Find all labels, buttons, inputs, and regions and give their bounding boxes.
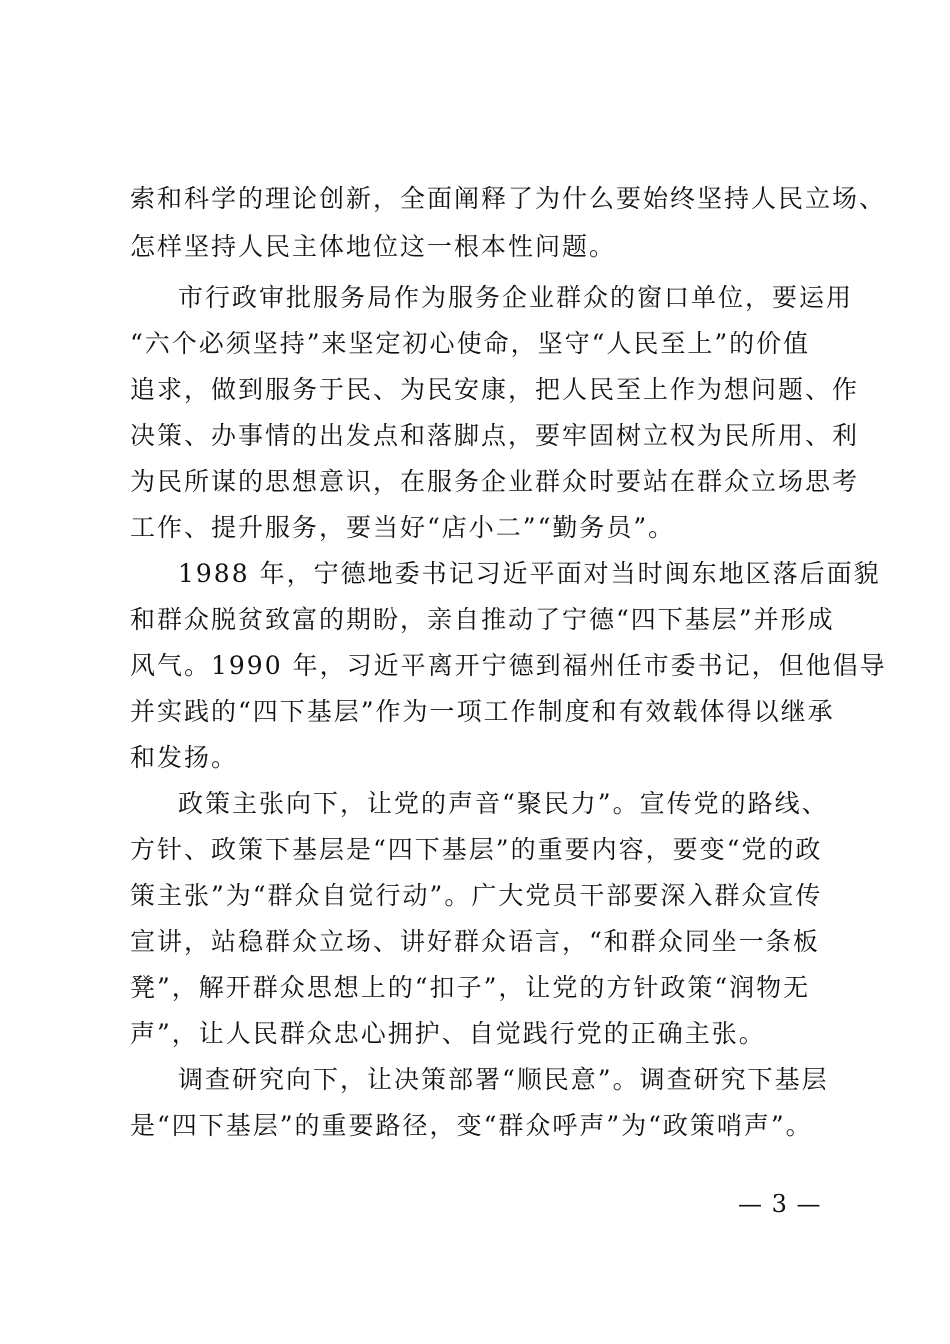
text-line: 怎样坚持人民主体地位这一根本性问题。 xyxy=(130,232,617,261)
paragraph-first-line: 1988 年，宁德地委书记习近平面对当时闽东地区落后面貌 xyxy=(178,559,881,588)
text-line: “六个必须坚持”来坚定初心使命，坚守“人民至上”的价值 xyxy=(130,329,811,358)
page-number: — 3 — xyxy=(738,1190,822,1218)
text-line: 策主张”为“群众自觉行动”。广大党员干部要深入群众宣传 xyxy=(130,881,823,910)
text-line: 索和科学的理论创新，全面阐释了为什么要始终坚持人民立场、 xyxy=(130,184,887,213)
text-line: 凳”，解开群众思想上的“扣子”，让党的方针政策“润物无 xyxy=(130,973,811,1002)
text-line: 宣讲，站稳群众立场、讲好群众语言，“和群众同坐一条板 xyxy=(130,927,820,956)
text-line: 决策、办事情的出发点和落脚点，要牢固树立权为民所用、利 xyxy=(130,421,860,450)
text-line: 和群众脱贫致富的期盼，亲自推动了宁德“四下基层”并形成 xyxy=(130,605,835,634)
paragraph-first-line: 市行政审批服务局作为服务企业群众的窗口单位，要运用 xyxy=(178,283,854,312)
paragraph-first-line: 政策主张向下，让党的声音“聚民力”。宣传党的路线、 xyxy=(178,789,829,818)
text-line: 声”，让人民群众忠心拥护、自觉践行党的正确主张。 xyxy=(130,1019,766,1048)
text-line: 为民所谋的思想意识，在服务企业群众时要站在群众立场思考 xyxy=(130,467,860,496)
paragraph-first-line: 调查研究向下，让决策部署“顺民意”。调查研究下基层 xyxy=(178,1065,829,1094)
text-line: 风气。1990 年，习近平离开宁德到福州任市委书记，但他倡导 xyxy=(130,651,887,680)
text-line: 是“四下基层”的重要路径，变“群众呼声”为“政策哨声”。 xyxy=(130,1111,813,1140)
text-line: 追求，做到服务于民、为民安康，把人民至上作为想问题、作 xyxy=(130,375,860,404)
text-line: 和发扬。 xyxy=(130,743,239,772)
text-line: 并实践的“四下基层”作为一项工作制度和有效载体得以继承 xyxy=(130,697,835,726)
text-line: 工作、提升服务，要当好“店小二”“勤务员”。 xyxy=(130,513,676,542)
text-line: 方针、政策下基层是“四下基层”的重要内容，要变“党的政 xyxy=(130,835,823,864)
